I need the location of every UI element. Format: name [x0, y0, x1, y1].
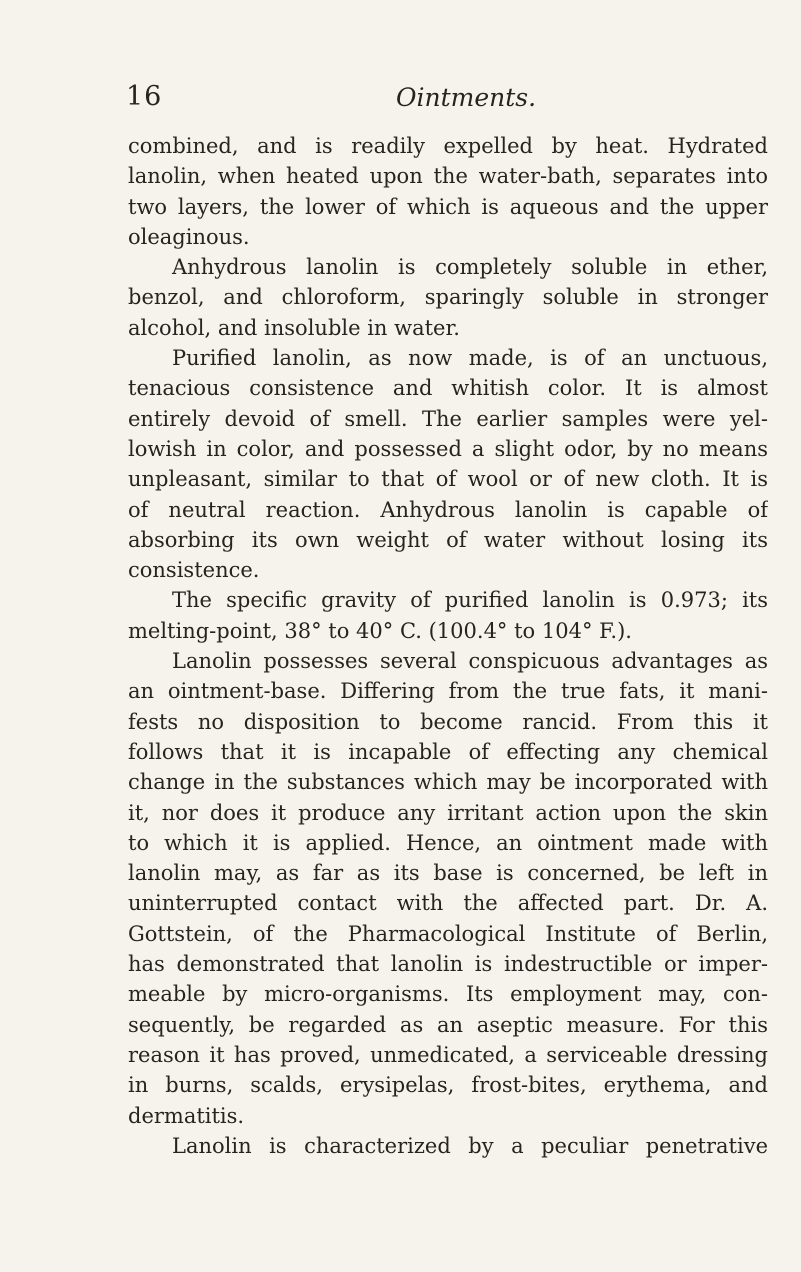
text-line: sequently, be regarded as an aseptic measure. For this	[128, 1012, 768, 1037]
text-line: lanolin, when heated upon the water-bath, separates into	[128, 164, 768, 189]
running-head: Ointments.	[396, 83, 537, 112]
text-line: change in the substances which may be incorporated with	[128, 770, 768, 795]
text-line: of neutral reaction. Anhydrous lanolin is capable of	[128, 497, 768, 522]
paragraph-end-line: melting-point, 38° to 40° C. (100.4° to 104° F.).	[128, 618, 632, 643]
paragraph-end-line: alcohol, and insoluble in water.	[128, 315, 460, 340]
text-line: fests no disposition to become rancid. From this it	[128, 709, 768, 734]
text-line: in burns, scalds, erysipelas, frost-bites, erythema, and	[128, 1073, 768, 1098]
text-line: benzol, and chloroform, sparingly soluble in stronger	[128, 285, 768, 310]
paragraph-first-line: Purified lanolin, as now made, is of an unctuous,	[172, 346, 768, 371]
paragraph-first-line: Lanolin is characterized by a peculiar penetrative	[172, 1133, 768, 1158]
paragraph-first-line: Anhydrous lanolin is completely soluble in ether,	[172, 255, 768, 280]
text-line: tenacious consistence and whitish color. It is almost	[128, 376, 768, 401]
paragraph-first-line: Lanolin possesses several conspicuous advantages as	[172, 649, 768, 674]
text-line: absorbing its own weight of water without losing its	[128, 527, 768, 552]
paragraph-first-line: The specific gravity of purified lanolin is 0.973; its	[172, 588, 768, 613]
text-line: meable by micro-organisms. Its employment may, con-	[128, 982, 768, 1007]
text-line: has demonstrated that lanolin is indestructible or imper-	[128, 952, 768, 977]
body-text	[128, 131, 768, 1161]
text-line: it, nor does it produce any irritant action upon the skin	[128, 800, 768, 825]
text-line: two layers, the lower of which is aqueous and the upper	[128, 194, 768, 219]
paragraph-end-line: dermatitis.	[128, 1103, 245, 1128]
text-line: Gottstein, of the Pharmacological Institute of Berlin,	[128, 921, 768, 946]
page-number: 16	[126, 81, 163, 112]
text-line: entirely devoid of smell. The earlier samples were yel-	[128, 406, 768, 431]
text-line: uninterrupted contact with the affected part. Dr. A.	[128, 891, 768, 916]
text-line: an ointment-base. Differing from the true fats, it mani-	[128, 679, 768, 704]
text-line: follows that it is incapable of effecting any chemical	[128, 739, 768, 764]
text-line: to which it is applied. Hence, an ointment made with	[128, 830, 768, 855]
text-line: lowish in color, and possessed a slight odor, by no means	[128, 436, 768, 461]
paragraph-end-line: oleaginous.	[128, 224, 250, 249]
page-header	[0, 81, 801, 117]
paragraph-end-line: consistence.	[128, 558, 260, 583]
text-line: lanolin may, as far as its base is concerned, be left in	[128, 861, 768, 886]
text-line: unpleasant, similar to that of wool or of new cloth. It is	[128, 467, 768, 492]
text-line: reason it has proved, unmedicated, a serviceable dressing	[128, 1042, 768, 1067]
text-line: combined, and is readily expelled by heat. Hydrated	[128, 134, 768, 158]
